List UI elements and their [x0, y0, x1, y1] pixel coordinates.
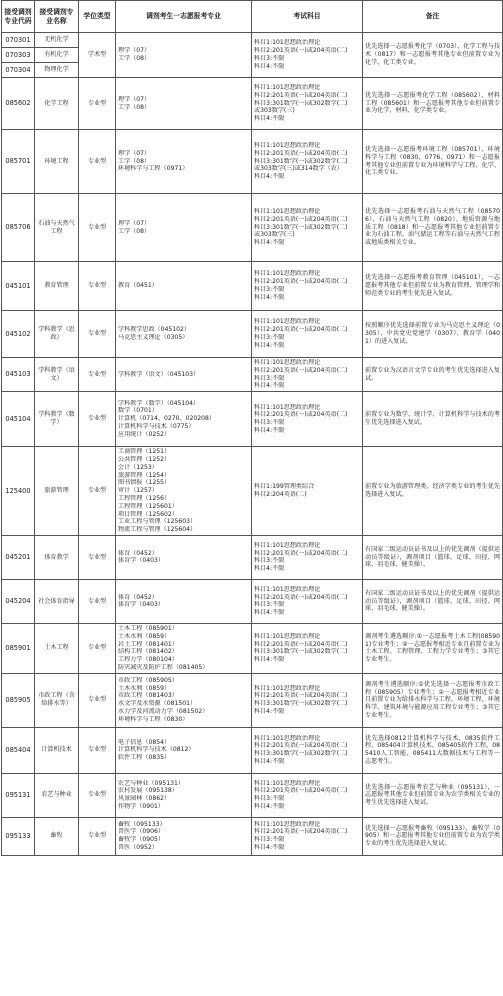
remarks: 优先选择一志愿报考畜牧（095133）、畜牧学（0905）和一志愿报考其他专业但前置专业为农学类专业的考生优先选择进入复试。: [363, 817, 503, 855]
list-line: 风景园林（0862）: [118, 795, 171, 803]
remarks: 前置专业为汉语言文学专业的考生优先选择进入复试。: [363, 358, 503, 392]
degree-type: 专业型: [79, 673, 116, 727]
table-row: [2, 311, 503, 358]
table-row: [2, 33, 503, 48]
first-choice-majors: [116, 727, 252, 773]
remarks: 优先选择一志愿报考化学工程（085602）、材料工程（085601）和一志愿报考其他专业但前置专业为化学、材料、化学类专业。: [363, 78, 503, 130]
list-line: 学科教学思政（045102）: [118, 326, 191, 334]
first-choice-majors: [116, 623, 252, 673]
header-major-name: 接受调剂专业名称: [35, 1, 79, 33]
list-line: 科目1:101思想政治理论: [254, 585, 321, 593]
list-line: 科目3:不限: [254, 795, 285, 803]
degree-type: 专业型: [79, 311, 116, 358]
list-line: 科目3:不限: [254, 374, 285, 382]
major-name: 教育管理: [35, 262, 79, 311]
adjustment-table: [1, 0, 503, 856]
list-line: 水力学及河流动力学（081502）: [118, 708, 209, 716]
list-line: 环境科学与工程（0971）: [118, 165, 189, 173]
major-code: 085901: [2, 623, 35, 673]
list-line: 学科教学（数学）（045104）: [118, 399, 200, 407]
remarks: 调剂考生遴选顺序:①一志愿报考土木工程(085901)专业考生；②一志愿报考相近专业且前置专业为土木工程、工程管理、工程力学专业考生；③其它专业考生。: [363, 623, 503, 673]
major-code: 045201: [2, 535, 35, 579]
major-name: 化学工程: [35, 78, 79, 130]
exam-subjects: [252, 33, 363, 78]
major-name: 旅游管理: [35, 447, 79, 536]
exam-subjects: [252, 358, 363, 392]
list-line: 马克思主义理论（0305）: [118, 334, 189, 341]
list-line: 科目3:301数学(一)或302数学(二): [254, 157, 348, 165]
list-line: 理学（07）: [118, 149, 151, 157]
list-line: 科目4:不限: [254, 173, 285, 181]
degree-type: 专业型: [79, 623, 116, 673]
major-name: 学科教学（语文）: [35, 358, 79, 392]
list-line: 农村发展（095138）: [118, 787, 178, 795]
remarks: 有国家二级运动员证书及以上的优先调剂（提供运动员等级证），调剂项目（篮球、足球、田径、网球、羽毛球、健美操）。: [363, 535, 503, 579]
list-line: 科目2:204英语(二): [254, 491, 307, 499]
table-row: [2, 623, 503, 673]
table-row: [2, 579, 503, 623]
major-code: 045204: [2, 579, 35, 623]
list-line: 科目1:101思想政治理论: [254, 734, 321, 742]
list-line: 防灾减灾及防护工程（081405）: [118, 663, 209, 671]
list-line: 科目3:不限: [254, 601, 285, 609]
list-line: 科目3:不限: [254, 836, 285, 844]
list-line: 科目1:101思想政治理论: [254, 541, 321, 549]
list-line: 科目4:不限: [254, 708, 285, 716]
list-line: 科目3:不限: [254, 419, 285, 427]
first-choice-majors: [116, 447, 252, 536]
list-line: 科目2:201英语(一)或204英语(二): [254, 215, 348, 223]
major-code: 085706: [2, 194, 35, 262]
exam-subjects: [252, 78, 363, 130]
list-line: 工学（08）: [118, 157, 151, 165]
major-name: 环境工程: [35, 130, 79, 194]
major-name: 学科教学（数学）: [35, 392, 79, 447]
major-code: 125400: [2, 447, 35, 536]
list-line: 市政工程（081403）: [118, 692, 178, 700]
list-line: 电子信息（0854）: [118, 738, 171, 746]
list-line: 科目4:不限: [254, 656, 285, 664]
first-choice-majors: [116, 358, 252, 392]
table-row: [2, 673, 503, 727]
list-line: 科目3:301数学(一)或302数学(二): [254, 750, 348, 758]
list-line: 科目2:201英语(一)或204英语(二): [254, 366, 348, 374]
list-line: 科目3:不限: [254, 286, 285, 293]
list-line: 科目3:不限: [254, 557, 285, 565]
list-line: 科目2:201英语(一)或204英语(二): [254, 787, 348, 795]
degree-type: 专业型: [79, 817, 116, 855]
first-choice-majors: [116, 262, 252, 311]
major-code: 085701: [2, 130, 35, 194]
list-line: 数学（0701）: [118, 407, 158, 415]
remarks: 优先选择0812计算机科学与技术、0835软件工程、085404计算机技术、085405软件工程、085410人工智能、085411大数据技术与工程等一志愿考生。: [363, 727, 503, 773]
list-line: 科目1:101思想政治理论: [254, 359, 321, 366]
table-row: [2, 447, 503, 536]
list-line: 土木水利（0859）: [118, 632, 171, 640]
list-line: 科目2:201英语(一)或204英语(二): [254, 549, 348, 557]
table-row: [2, 817, 503, 855]
degree-type: 专业型: [79, 579, 116, 623]
major-name: 体育教学: [35, 535, 79, 579]
list-line: 科目2:201英语(一)或204英语(二): [254, 278, 348, 286]
exam-subjects: [252, 817, 363, 855]
list-line: 体育（0452）: [118, 593, 158, 601]
list-line: 科目4:不限: [254, 565, 285, 573]
list-line: 科目4:不限: [254, 341, 285, 349]
list-line: 体育（0452）: [118, 549, 158, 557]
table-row: [2, 773, 503, 817]
list-line: 理学（07）: [118, 47, 151, 55]
exam-subjects: [252, 262, 363, 311]
first-choice-majors: [116, 78, 252, 130]
list-line: 科目1:101思想政治理论: [254, 820, 321, 828]
list-line: 项目管理（125602）: [118, 510, 178, 518]
list-line: 科目2:201英语(一)或204英语(二): [254, 91, 348, 99]
exam-subjects: [252, 194, 363, 262]
list-line: 岩土工程（081401）: [118, 640, 178, 648]
list-line: 科目1:101思想政治理论: [254, 142, 321, 149]
exam-subjects: [252, 623, 363, 673]
list-line: 理学（07）: [118, 95, 151, 103]
list-line: 应用统计（0252）: [118, 430, 171, 438]
list-line: 会计（1253）: [118, 463, 158, 471]
degree-type: 专业型: [79, 194, 116, 262]
major-name: 物理化学: [35, 63, 79, 78]
major-code: 085905: [2, 673, 35, 727]
list-line: 工业工程与管理（125603）: [118, 518, 197, 526]
major-code: 045103: [2, 358, 35, 392]
list-line: 作物学（0901）: [118, 803, 164, 811]
exam-subjects: [252, 579, 363, 623]
major-name: 畜牧: [35, 817, 79, 855]
list-line: 科目4:不限: [254, 62, 285, 70]
first-choice-majors: [116, 773, 252, 817]
list-line: 市政工程（085905）: [118, 676, 178, 684]
list-line: 公共管理（1252）: [118, 455, 171, 463]
exam-subjects: [252, 673, 363, 727]
list-line: 科目1:101思想政治理论: [254, 632, 321, 640]
header-degree-type: 学位类型: [79, 1, 116, 33]
list-line: 科目2:201英语(一)或204英语(二): [254, 593, 348, 601]
major-code: 045101: [2, 262, 35, 311]
list-line: 科目1:101思想政治理论: [254, 208, 321, 215]
list-line: 科目2:201英语(一)或204英语(二): [254, 326, 348, 334]
first-choice-majors: [116, 535, 252, 579]
list-line: 图书情报（1255）: [118, 479, 171, 487]
list-line: 工学（08）: [118, 55, 151, 62]
list-line: 科目2:201英语(一)或204英语(二): [254, 149, 348, 157]
list-line: 科目1:101思想政治理论: [254, 684, 321, 692]
remarks: 按照顺序优先选择前置专业为马克思主义理论（0305）、中共党史党建学（0307）、教育学（0401）的进入复试。: [363, 311, 503, 358]
degree-type: 专业型: [79, 773, 116, 817]
degree-type: 专业型: [79, 392, 116, 447]
list-line: 畜牧学（0905）: [118, 836, 164, 844]
degree-type: 专业型: [79, 727, 116, 773]
list-line: 计算机科学与技术（0812）: [118, 746, 195, 754]
major-name: 土木工程: [35, 623, 79, 673]
major-name: 石油与天然气工程: [35, 194, 79, 262]
table-row: [2, 194, 503, 262]
list-line: 科目2:201英语(一)或204英语(二): [254, 828, 348, 836]
list-line: 科目4:不限: [254, 293, 285, 301]
list-line: 工程管理（125601）: [118, 502, 178, 510]
list-line: 科目4:不限: [254, 382, 285, 390]
list-line: 教育（0451）: [118, 282, 158, 290]
first-choice-majors: [116, 130, 252, 194]
list-line: 环境科学与工程（0830）: [118, 715, 189, 723]
first-choice-majors: [116, 392, 252, 447]
remarks: 优先选择一志愿报考环境工程（085701）、环境科学与工程（0830、0776、0971）和一志愿报考其他专业但前置专业为环境科学与工程、化学、化工类专业。: [363, 130, 503, 194]
header-major-code: 接受调剂专业代码: [2, 1, 35, 33]
first-choice-majors: [116, 33, 252, 78]
degree-type: 专业型: [79, 78, 116, 130]
list-line: 理学（07）: [118, 219, 151, 227]
first-choice-majors: [116, 673, 252, 727]
list-line: 科目2:201英语(一)或204英语(二): [254, 692, 348, 700]
major-code: 045104: [2, 392, 35, 447]
major-name: 无机化学: [35, 33, 79, 48]
major-name: 农艺与种业: [35, 773, 79, 817]
major-name: 社会体育指导: [35, 579, 79, 623]
major-code: 085404: [2, 727, 35, 773]
list-line: 工学（08）: [118, 227, 151, 235]
exam-subjects: [252, 392, 363, 447]
list-line: 科目1:101思想政治理论: [254, 403, 321, 411]
major-code: 070303: [2, 48, 35, 63]
table-row: [2, 262, 503, 311]
list-line: 科目2:201英语(一)或204英语(二): [254, 411, 348, 419]
first-choice-majors: [116, 194, 252, 262]
list-line: 工程力学（080104）: [118, 656, 178, 664]
exam-subjects: [252, 727, 363, 773]
list-line: 工程管理（1256）: [118, 494, 171, 502]
remarks: 有国家二级运动员证书及以上的优先调剂（提供运动员等级证），调剂项目（篮球、足球、田径、网球、羽毛球、健美操）。: [363, 579, 503, 623]
list-line: 科目3:301数学(一)或302数学(二): [254, 700, 348, 708]
list-line: 科目3:不限: [254, 55, 285, 62]
exam-subjects: [252, 311, 363, 358]
list-line: 审计（1257）: [118, 487, 158, 495]
major-name: 学科教学（思政）: [35, 311, 79, 358]
list-line: 科目3:不限: [254, 334, 285, 341]
remarks: 优先选择一志愿报考化学（0703）、化学工程与技术（0817）和一志愿报考其他专业但前置专业为化学、化工类专业。: [363, 33, 503, 78]
list-line: 土木水利（0859）: [118, 684, 171, 692]
table-row: [2, 78, 503, 130]
remarks: 前置专业为数学、统计学、计算机科学与技术的考生优先选择进入复试。: [363, 392, 503, 447]
major-name: 有机化学: [35, 48, 79, 63]
list-line: 科目4:不限: [254, 609, 285, 617]
list-line: 科目1:101思想政治理论: [254, 270, 321, 278]
major-code: 095131: [2, 773, 35, 817]
list-line: 科目3:301数学(一)或302数学(二): [254, 223, 348, 231]
list-line: 科目1:101思想政治理论: [254, 318, 321, 326]
list-line: 科目3:301数学(一)或302数学(二): [254, 648, 348, 656]
list-line: 结构工程（081402）: [118, 648, 178, 656]
table-row: [2, 535, 503, 579]
table-row: [2, 130, 503, 194]
table-row: [2, 392, 503, 447]
table-header-row: [2, 1, 503, 33]
list-line: 科目4:不限: [254, 844, 285, 852]
list-line: 软件工程（0835）: [118, 754, 171, 762]
list-line: 科目3:301数学(一)或302数学(二): [254, 99, 348, 107]
major-code: 070301: [2, 33, 35, 48]
list-line: 畜牧（095133）: [118, 820, 166, 828]
list-line: 工商管理（1251）: [118, 448, 171, 456]
header-first-choice-major: 调剂考生一志愿报考专业: [116, 1, 252, 33]
major-code: 045102: [2, 311, 35, 358]
list-line: 水文学及水资源（081501）: [118, 700, 197, 708]
remarks: 优先选择一志愿报考教育管理（045101），一志愿报考其他专业但前置专业为教育管理、管理学和师范类专业的考生优先进入复试。: [363, 262, 503, 311]
degree-type: 专业型: [79, 447, 116, 536]
exam-subjects: [252, 773, 363, 817]
list-line: 科目1:101思想政治理论: [254, 779, 321, 787]
major-code: 085602: [2, 78, 35, 130]
first-choice-majors: [116, 579, 252, 623]
major-code: 095133: [2, 817, 35, 855]
remarks: 调剂考生遴选顺序:①优先选择一志愿报考市政工程（085905）专业考生；②一志愿报考相近专业且前置专业为给排水科学与工程、环境工程、环境科学、建筑环境与能源应用工程专业考生；③其它专业考生。: [363, 673, 503, 727]
list-line: 科目4:不限: [254, 239, 285, 247]
list-line: 体育学（0403）: [118, 557, 164, 565]
list-line: 科目2:201英语(一)或204英语(二): [254, 742, 348, 750]
degree-type: 学术型: [79, 33, 116, 78]
remarks: 前置专业为旅游管理类、经济学类专业的考生优先选择进入复试。: [363, 447, 503, 536]
degree-type: 专业型: [79, 358, 116, 392]
list-line: 或303数学(三)或314数学（农）: [254, 165, 343, 173]
list-line: 科目1:199管理类综合: [254, 483, 315, 491]
list-line: 兽医学（0906）: [118, 828, 164, 836]
major-name: 计算机技术: [35, 727, 79, 773]
list-line: 学科教学（语文）（045103）: [118, 370, 200, 378]
list-line: 兽医（0952）: [118, 844, 158, 852]
list-line: 科目4:不限: [254, 426, 285, 434]
degree-type: 专业型: [79, 262, 116, 311]
table-row: [2, 358, 503, 392]
header-exam-subjects: 考试科目: [252, 1, 363, 33]
first-choice-majors: [116, 817, 252, 855]
list-line: 科目4:不限: [254, 115, 285, 123]
list-line: 体育学（0403）: [118, 601, 164, 609]
remarks: 优先选择一志愿报考石油与天然气工程（085706）、石油与天然气工程（0820）、地质资源与地质工程（0818）和一志愿报考其他专业但前置专业为石油工程、油气储运工程等石油与天然气工程或地质类相关专业。: [363, 194, 503, 262]
first-choice-majors: [116, 311, 252, 358]
exam-subjects: [252, 535, 363, 579]
header-remarks: 备注: [363, 1, 503, 33]
list-line: 科目4:不限: [254, 803, 285, 811]
degree-type: 专业型: [79, 130, 116, 194]
exam-subjects: [252, 130, 363, 194]
list-line: 科目1:101思想政治理论: [254, 84, 321, 91]
list-line: 科目1:101思想政治理论: [254, 39, 321, 47]
list-line: 计算机科学与技术（0775）: [118, 423, 195, 431]
list-line: 科目2:201英语(一)或204英语(二): [254, 640, 348, 648]
exam-subjects: [252, 447, 363, 536]
major-name: 市政工程（含给排水等）: [35, 673, 79, 727]
list-line: 土木工程（085901）: [118, 624, 178, 632]
degree-type: 专业型: [79, 535, 116, 579]
list-line: 物流工程与管理（125604）: [118, 526, 197, 534]
list-line: 工学（08）: [118, 103, 151, 111]
list-line: 农艺与种业（095131）: [118, 779, 184, 787]
remarks: 优先选择一志愿报考农艺与种业（095131），一志愿报考其他专业但前置专业为农学类相关专业的考生优先选择进入复试。: [363, 773, 503, 817]
table-row: [2, 727, 503, 773]
list-line: 科目4:不限: [254, 758, 285, 766]
list-line: 科目2:201英语(一)或204英语(二): [254, 47, 348, 55]
list-line: 计算机（0714、0270、020208）: [118, 415, 215, 423]
list-line: 旅游管理（1254）: [118, 471, 171, 479]
list-line: 或303数学(三): [254, 231, 295, 239]
list-line: 或303数学(三): [254, 107, 295, 115]
major-code: 070304: [2, 63, 35, 78]
